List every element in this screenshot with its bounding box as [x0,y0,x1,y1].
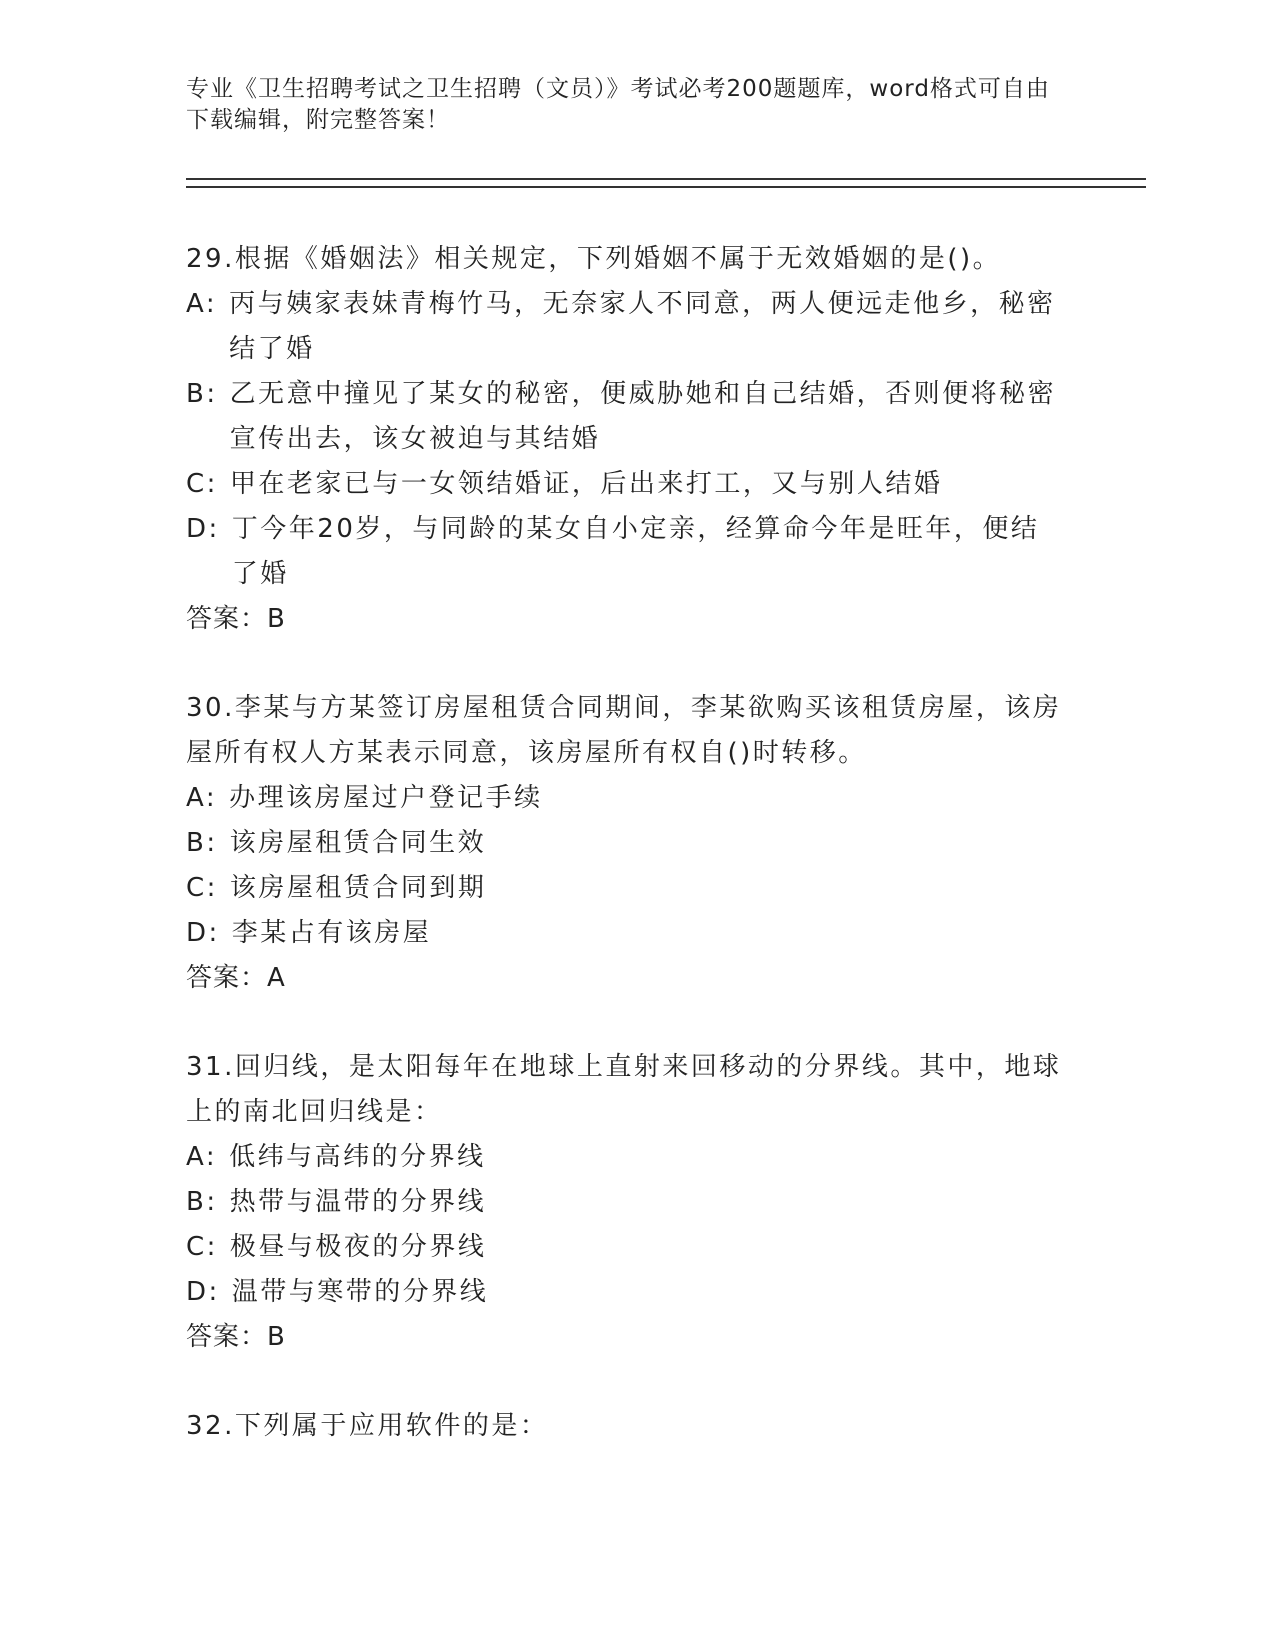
answer-line: 答案：A [186,963,286,993]
option-d [186,507,1066,597]
answer-line: 答案：B [186,604,286,634]
question-32 [186,1404,1066,1449]
option-text: 极昼与极夜的分界线 [229,1232,487,1262]
header-divider [186,178,1146,188]
option-b [186,1180,1066,1225]
option-text: 热带与温带的分界线 [229,1187,487,1217]
option-b [186,821,1066,866]
option-text: 温带与寒带的分界线 [231,1277,489,1307]
question-29 [186,237,1066,642]
option-a [186,282,1066,372]
question-30 [186,686,1066,1001]
option-text: 丙与姨家表妹青梅竹马，无奈家人不同意，两人便远走他乡，秘密结了婚 [229,289,1056,364]
option-key: B: [186,1187,218,1217]
option-text: 甲在老家已与一女领结婚证，后出来打工，又与别人结婚 [229,469,943,499]
option-key: A: [186,783,218,813]
option-key: D: [186,918,220,948]
option-b [186,372,1066,462]
question-list [186,237,1066,1493]
option-d [186,1270,1066,1315]
question-stem: 29.根据《婚姻法》相关规定，下列婚姻不属于无效婚姻的是()。 [186,244,1002,274]
question-stem: 30.李某与方某签订房屋租赁合同期间，李某欲购买该租赁房屋，该房屋所有权人方某表示同意，该房屋所有权自()时转移。 [186,693,1062,768]
option-key: B: [186,379,218,409]
document-page [186,0,1146,1650]
option-c [186,462,1066,507]
option-c [186,1225,1066,1270]
option-text: 丁今年20岁，与同龄的某女自小定亲，经算命今年是旺年，便结了婚 [231,514,1040,589]
option-a [186,776,1066,821]
question-31 [186,1045,1066,1360]
option-text: 乙无意中撞见了某女的秘密，便威胁她和自己结婚，否则便将秘密宣传出去，该女被迫与其结婚 [229,379,1057,454]
option-key: D: [186,514,220,544]
option-key: A: [186,289,218,319]
document-header: 专业《卫生招聘考试之卫生招聘（文员）》考试必考200题题库，word格式可自由下载编辑，附完整答案！ [186,76,1050,133]
option-text: 该房屋租赁合同到期 [229,873,487,903]
answer-line: 答案：B [186,1322,286,1352]
question-stem: 31.回归线，是太阳每年在地球上直射来回移动的分界线。其中，地球上的南北回归线是： [186,1052,1062,1127]
option-c [186,866,1066,911]
option-key: D: [186,1277,220,1307]
option-key: C: [186,1232,218,1262]
option-text: 李某占有该房屋 [231,918,432,948]
option-key: A: [186,1142,218,1172]
option-a [186,1135,1066,1180]
option-key: B: [186,828,218,858]
option-key: C: [186,873,218,903]
option-text: 该房屋租赁合同生效 [229,828,487,858]
option-d [186,911,1066,956]
option-key: C: [186,469,218,499]
option-text: 办理该房屋过户登记手续 [229,783,543,813]
option-text: 低纬与高纬的分界线 [229,1142,486,1172]
question-stem: 32.下列属于应用软件的是： [186,1411,549,1441]
